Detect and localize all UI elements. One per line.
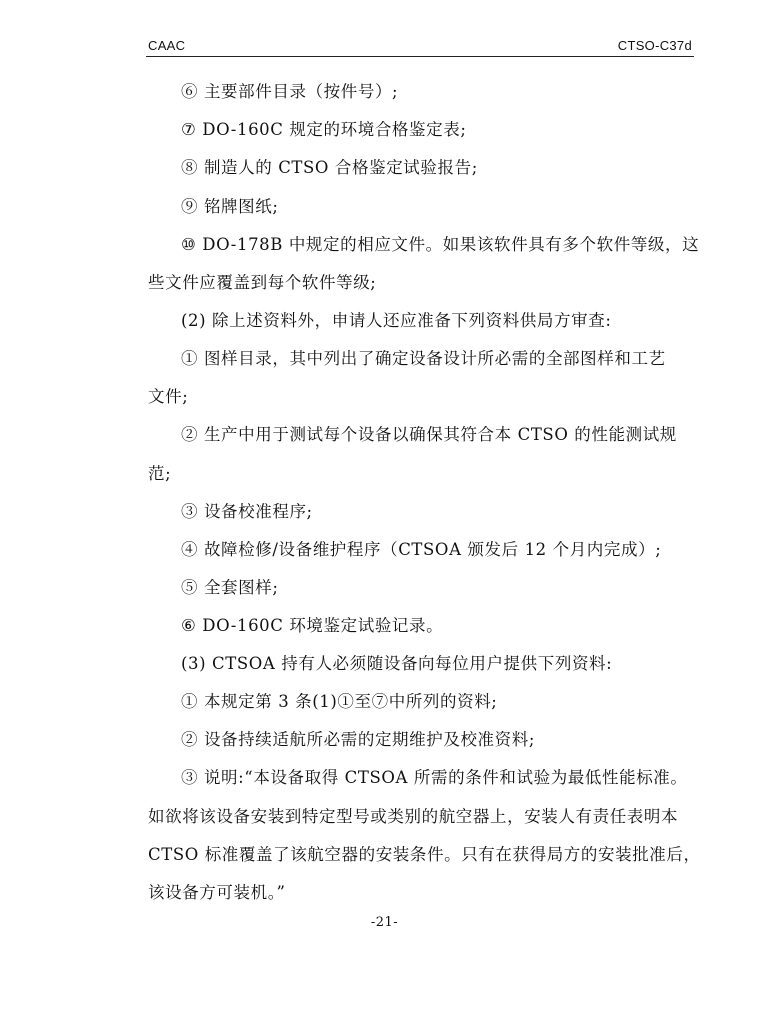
text-line: ③ 设备校准程序; — [181, 502, 313, 521]
header-org: CAAC — [148, 38, 186, 53]
text-line: (3) CTSOA 持有人必须随设备向每位用户提供下列资料: — [181, 654, 613, 673]
text-line: 如欲将该设备安装到特定型号或类别的航空器上，安装人有责任表明本 — [148, 807, 679, 826]
text-line: ① 本规定第 3 条(1)①至⑦中所列的资料; — [181, 692, 498, 711]
text-line: ② 设备持续适航所必需的定期维护及校准资料; — [181, 730, 536, 749]
text-line: ⑩ DO-178B 中规定的相应文件。如果该软件具有多个软件等级，这 — [181, 235, 700, 254]
text-line: ⑥ 主要部件目录（按件号）; — [181, 82, 399, 101]
text-line: 该设备方可装机。” — [148, 883, 286, 902]
text-line: (2) 除上述资料外，申请人还应准备下列资料供局方审查: — [181, 311, 612, 330]
text-line: 些文件应覆盖到每个软件等级; — [148, 273, 377, 292]
page-number: -21- — [370, 915, 399, 930]
text-line: 文件; — [148, 387, 189, 406]
text-line: ③ 说明:“本设备取得 CTSOA 所需的条件和试验为最低性能标准。 — [181, 768, 688, 787]
text-line: ⑥ DO-160C 环境鉴定试验记录。 — [181, 616, 444, 635]
text-line: ⑧ 制造人的 CTSO 合格鉴定试验报告; — [181, 158, 478, 177]
text-line: ⑤ 全套图样; — [181, 578, 279, 597]
page-header — [146, 32, 694, 57]
text-line: ④ 故障检修/设备维护程序（CTSOA 颁发后 12 个月内完成）; — [181, 540, 662, 559]
text-line: CTSO 标准覆盖了该航空器的安装条件。只有在获得局方的安装批准后， — [148, 845, 701, 864]
text-line: ② 生产中用于测试每个设备以确保其符合本 CTSO 的性能测试规 — [181, 425, 677, 444]
text-line: ⑦ DO-160C 规定的环境合格鉴定表; — [181, 120, 467, 139]
header-doc-id: CTSO-C37d — [617, 38, 692, 53]
text-line: ① 图样目录，其中列出了确定设备设计所必需的全部图样和工艺 — [181, 349, 666, 368]
text-line: ⑨ 铭牌图纸; — [181, 197, 279, 216]
text-line: 范; — [148, 464, 172, 483]
